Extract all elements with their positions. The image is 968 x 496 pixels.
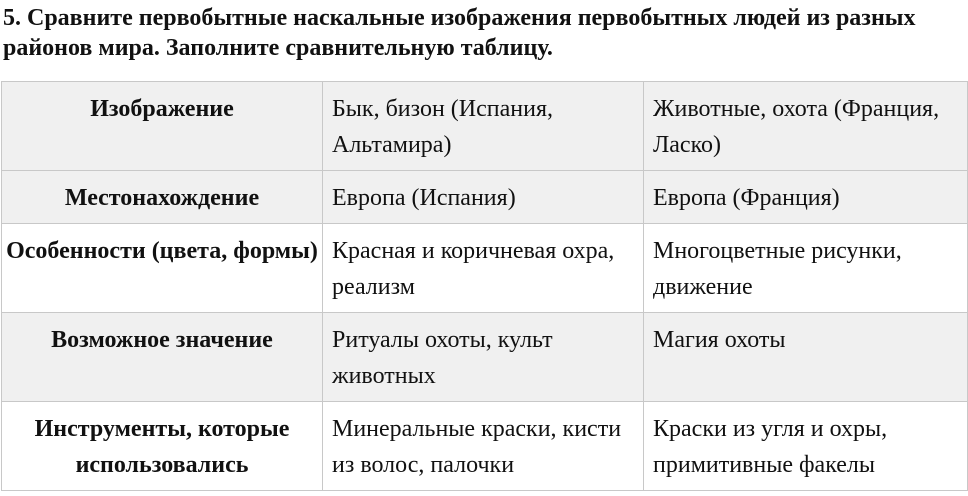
table-cell: Красная и коричневая охра, реализм xyxy=(323,224,644,313)
table-cell: Европа (Испания) xyxy=(323,171,644,224)
table-cell: Бык, бизон (Испания, Альтамира) xyxy=(323,82,644,171)
table-row xyxy=(2,82,968,171)
table-cell: Магия охоты xyxy=(644,313,968,402)
comparison-table xyxy=(1,81,968,491)
table-row xyxy=(2,313,968,402)
task-heading: 5. Сравните первобытные наскальные изображения первобытных людей из разных районов мира. Заполните сравнительную таблицу. xyxy=(3,5,916,61)
row-header-image: Изображение xyxy=(2,82,323,171)
table-row xyxy=(2,402,968,491)
table-row xyxy=(2,224,968,313)
table-cell: Европа (Франция) xyxy=(644,171,968,224)
row-header-tools: Инструменты, которые использовались xyxy=(2,402,323,491)
table-cell: Краски из угля и охры, примитивные факелы xyxy=(644,402,968,491)
table-cell: Ритуалы охоты, культ животных xyxy=(323,313,644,402)
table-row xyxy=(2,171,968,224)
row-header-features: Особенности (цвета, формы) xyxy=(2,224,323,313)
row-header-meaning: Возможное значение xyxy=(2,313,323,402)
table-cell: Минеральные краски, кисти из волос, палочки xyxy=(323,402,644,491)
table-cell: Животные, охота (Франция, Ласко) xyxy=(644,82,968,171)
table-cell: Многоцветные рисунки, движение xyxy=(644,224,968,313)
row-header-location: Местонахождение xyxy=(2,171,323,224)
